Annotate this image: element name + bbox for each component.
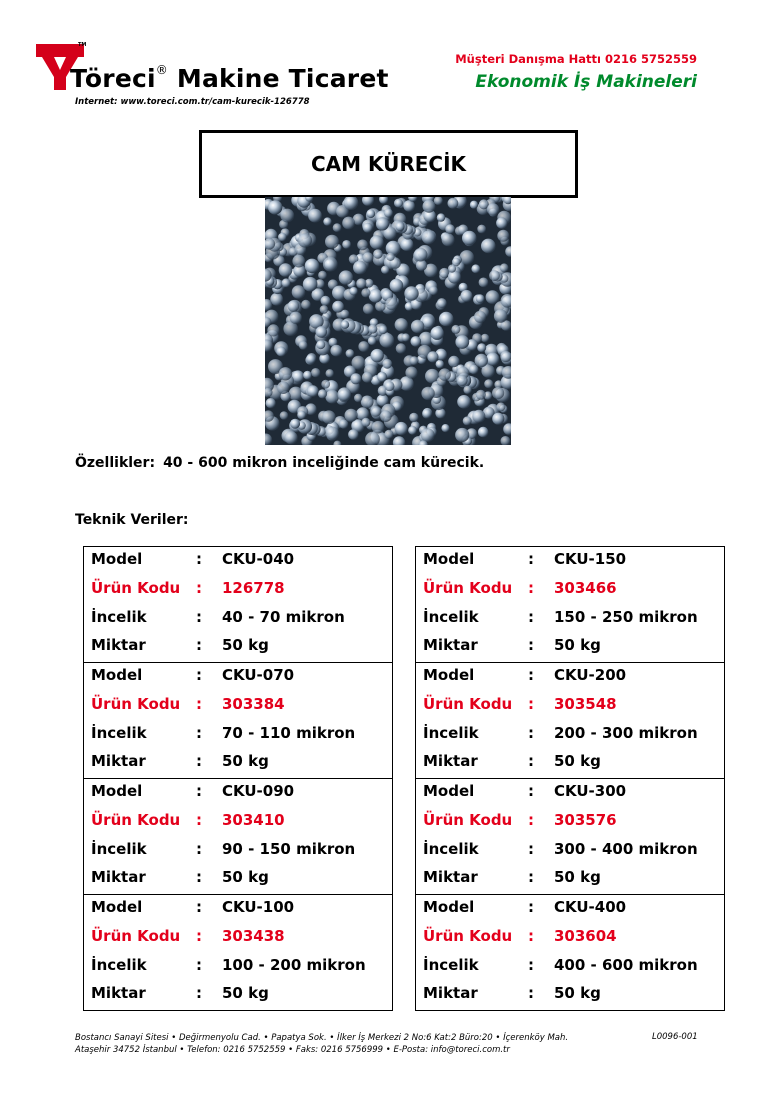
spec-label: Ürün Kodu: [423, 578, 513, 597]
spec-value: 40 - 70 mikron: [222, 607, 345, 626]
spec-label: Ürün Kodu: [423, 694, 513, 713]
spec-colon: :: [196, 984, 202, 1003]
spec-label: İncelik: [91, 607, 147, 626]
model-row: [416, 547, 724, 576]
slogan: Ekonomik İş Makineleri: [475, 72, 697, 92]
product-spec-block: [84, 894, 392, 1010]
spec-label: İncelik: [91, 955, 147, 974]
spec-colon: :: [196, 636, 202, 655]
product-code-row: [84, 692, 392, 721]
spec-label: Model: [91, 898, 143, 916]
features-line: [75, 455, 484, 471]
product-spec-block: [416, 662, 724, 778]
spec-colon: :: [528, 782, 534, 800]
product-code-row: [416, 808, 724, 837]
spec-value: 200 - 300 mikron: [554, 723, 698, 742]
product-spec-block: [416, 894, 724, 1010]
spec-value: 90 - 150 mikron: [222, 839, 356, 858]
spec-colon: :: [528, 926, 534, 945]
features-label: Özellikler:: [75, 455, 156, 471]
spec-value: 126778: [222, 578, 285, 597]
product-code-row: [84, 808, 392, 837]
spec-label: Miktar: [91, 752, 146, 771]
spec-colon: :: [528, 839, 534, 858]
trademark-sign: TM: [78, 42, 87, 48]
product-code-row: [84, 924, 392, 953]
spec-value: 70 - 110 mikron: [222, 723, 356, 742]
spec-value: CKU-400: [554, 898, 627, 916]
product-spec-block: [416, 547, 724, 662]
spec-colon: :: [196, 839, 202, 858]
model-row: [84, 895, 392, 924]
spec-value: 303466: [554, 578, 617, 597]
spec-colon: :: [528, 636, 534, 655]
spec-colon: :: [528, 984, 534, 1003]
footer-line-2: Ataşehir 34752 İstanbul • Telefon: 0216 5752559 • Faks: 0216 5756999 • E-Posta: info@toreci.com.tr: [75, 1045, 510, 1055]
spec-value: CKU-090: [222, 782, 295, 800]
spec-value: CKU-200: [554, 666, 627, 684]
spec-value: 50 kg: [222, 752, 269, 771]
quantity-row: [416, 749, 724, 778]
product-spec-block: [416, 778, 724, 894]
spec-label: Miktar: [423, 636, 478, 655]
quantity-row: [84, 633, 392, 662]
fineness-row: [416, 721, 724, 750]
spec-label: İncelik: [91, 723, 147, 742]
spec-label: Miktar: [91, 868, 146, 887]
features-value: 40 - 600 mikron inceliğinde cam kürecik.: [163, 455, 485, 471]
spec-colon: :: [196, 898, 202, 916]
spec-value: 100 - 200 mikron: [222, 955, 366, 974]
spec-colon: :: [528, 550, 534, 568]
spec-colon: :: [196, 782, 202, 800]
spec-colon: :: [196, 607, 202, 626]
spec-value: 303604: [554, 926, 617, 945]
quantity-row: [416, 633, 724, 662]
model-row: [84, 663, 392, 692]
quantity-row: [416, 981, 724, 1010]
customer-hotline: Müşteri Danışma Hattı 0216 5752559: [455, 52, 697, 66]
fineness-row: [416, 837, 724, 866]
spec-label: İncelik: [91, 839, 147, 858]
document-number: L0096-001: [652, 1032, 698, 1042]
spec-label: Model: [91, 550, 143, 568]
product-spec-block: [84, 778, 392, 894]
quantity-row: [416, 865, 724, 894]
spec-label: İncelik: [423, 839, 479, 858]
spec-value: CKU-040: [222, 550, 295, 568]
spec-value: 300 - 400 mikron: [554, 839, 698, 858]
product-code-row: [416, 576, 724, 605]
spec-value: CKU-070: [222, 666, 295, 684]
spec-value: 303576: [554, 810, 617, 829]
fineness-row: [84, 953, 392, 982]
spec-value: 303410: [222, 810, 285, 829]
spec-label: İncelik: [423, 723, 479, 742]
spec-label: Model: [423, 782, 475, 800]
spec-value: 303384: [222, 694, 285, 713]
model-row: [84, 547, 392, 576]
product-code-row: [84, 576, 392, 605]
product-spec-block: [84, 662, 392, 778]
spec-colon: :: [528, 666, 534, 684]
product-code-row: [416, 692, 724, 721]
spec-label: Ürün Kodu: [91, 926, 181, 945]
spec-value: 150 - 250 mikron: [554, 607, 698, 626]
spec-label: Model: [423, 898, 475, 916]
fineness-row: [84, 605, 392, 634]
spec-table-left: [83, 546, 393, 1011]
spec-value: 50 kg: [554, 752, 601, 771]
spec-label: Ürün Kodu: [423, 810, 513, 829]
spec-value: 50 kg: [554, 984, 601, 1003]
spec-label: Ürün Kodu: [91, 694, 181, 713]
footer-line-1: Bostancı Sanayi Sitesi • Değirmenyolu Cad. • Papatya Sok. • İlker İş Merkezi 2 No:6 Kat:2 Büro:20 • İçerenköy Mah.: [75, 1033, 569, 1043]
spec-label: İncelik: [423, 607, 479, 626]
spec-value: 303548: [554, 694, 617, 713]
spec-value: 50 kg: [554, 868, 601, 887]
spec-label: İncelik: [423, 955, 479, 974]
spec-label: Model: [423, 550, 475, 568]
spec-value: 400 - 600 mikron: [554, 955, 698, 974]
spec-value: 50 kg: [222, 984, 269, 1003]
spec-colon: :: [196, 666, 202, 684]
spec-colon: :: [196, 926, 202, 945]
spec-label: Model: [423, 666, 475, 684]
spec-label: Miktar: [91, 984, 146, 1003]
fineness-row: [84, 721, 392, 750]
spec-label: Model: [91, 782, 143, 800]
spec-colon: :: [196, 550, 202, 568]
spec-label: Miktar: [423, 752, 478, 771]
spec-colon: :: [528, 723, 534, 742]
spec-value: 50 kg: [554, 636, 601, 655]
quantity-row: [84, 749, 392, 778]
spec-label: Ürün Kodu: [423, 926, 513, 945]
technical-data-heading: Teknik Veriler:: [75, 512, 189, 528]
spec-colon: :: [528, 694, 534, 713]
spec-label: Miktar: [423, 868, 478, 887]
spec-colon: :: [196, 955, 202, 974]
product-spec-block: [84, 547, 392, 662]
spec-colon: :: [528, 752, 534, 771]
spec-value: 303438: [222, 926, 285, 945]
model-row: [84, 779, 392, 808]
spec-colon: :: [196, 752, 202, 771]
brand-name[interactable]: Töreci® Makine Ticaret: [70, 62, 389, 93]
spec-colon: :: [196, 694, 202, 713]
fineness-row: [416, 605, 724, 634]
fineness-row: [416, 953, 724, 982]
spec-label: Miktar: [91, 636, 146, 655]
spec-colon: :: [528, 578, 534, 597]
spec-colon: :: [528, 810, 534, 829]
quantity-row: [84, 865, 392, 894]
spec-value: CKU-100: [222, 898, 295, 916]
spec-colon: :: [528, 955, 534, 974]
spec-label: Model: [91, 666, 143, 684]
spec-value: CKU-300: [554, 782, 627, 800]
fineness-row: [84, 837, 392, 866]
website-url[interactable]: Internet: www.toreci.com.tr/cam-kurecik-126778: [75, 97, 310, 107]
glass-beads-photo: [265, 197, 511, 445]
spec-colon: :: [528, 898, 534, 916]
quantity-row: [84, 981, 392, 1010]
spec-value: 50 kg: [222, 868, 269, 887]
page-title: CAM KÜRECİK: [199, 130, 578, 198]
footer-address: [75, 1032, 568, 1056]
spec-colon: :: [528, 607, 534, 626]
model-row: [416, 779, 724, 808]
spec-label: Ürün Kodu: [91, 810, 181, 829]
spec-colon: :: [196, 578, 202, 597]
spec-colon: :: [528, 868, 534, 887]
spec-value: CKU-150: [554, 550, 627, 568]
product-code-row: [416, 924, 724, 953]
spec-label: Miktar: [423, 984, 478, 1003]
spec-value: 50 kg: [222, 636, 269, 655]
spec-table-right: [415, 546, 725, 1011]
model-row: [416, 895, 724, 924]
spec-label: Ürün Kodu: [91, 578, 181, 597]
spec-colon: :: [196, 723, 202, 742]
spec-colon: :: [196, 810, 202, 829]
spec-colon: :: [196, 868, 202, 887]
model-row: [416, 663, 724, 692]
